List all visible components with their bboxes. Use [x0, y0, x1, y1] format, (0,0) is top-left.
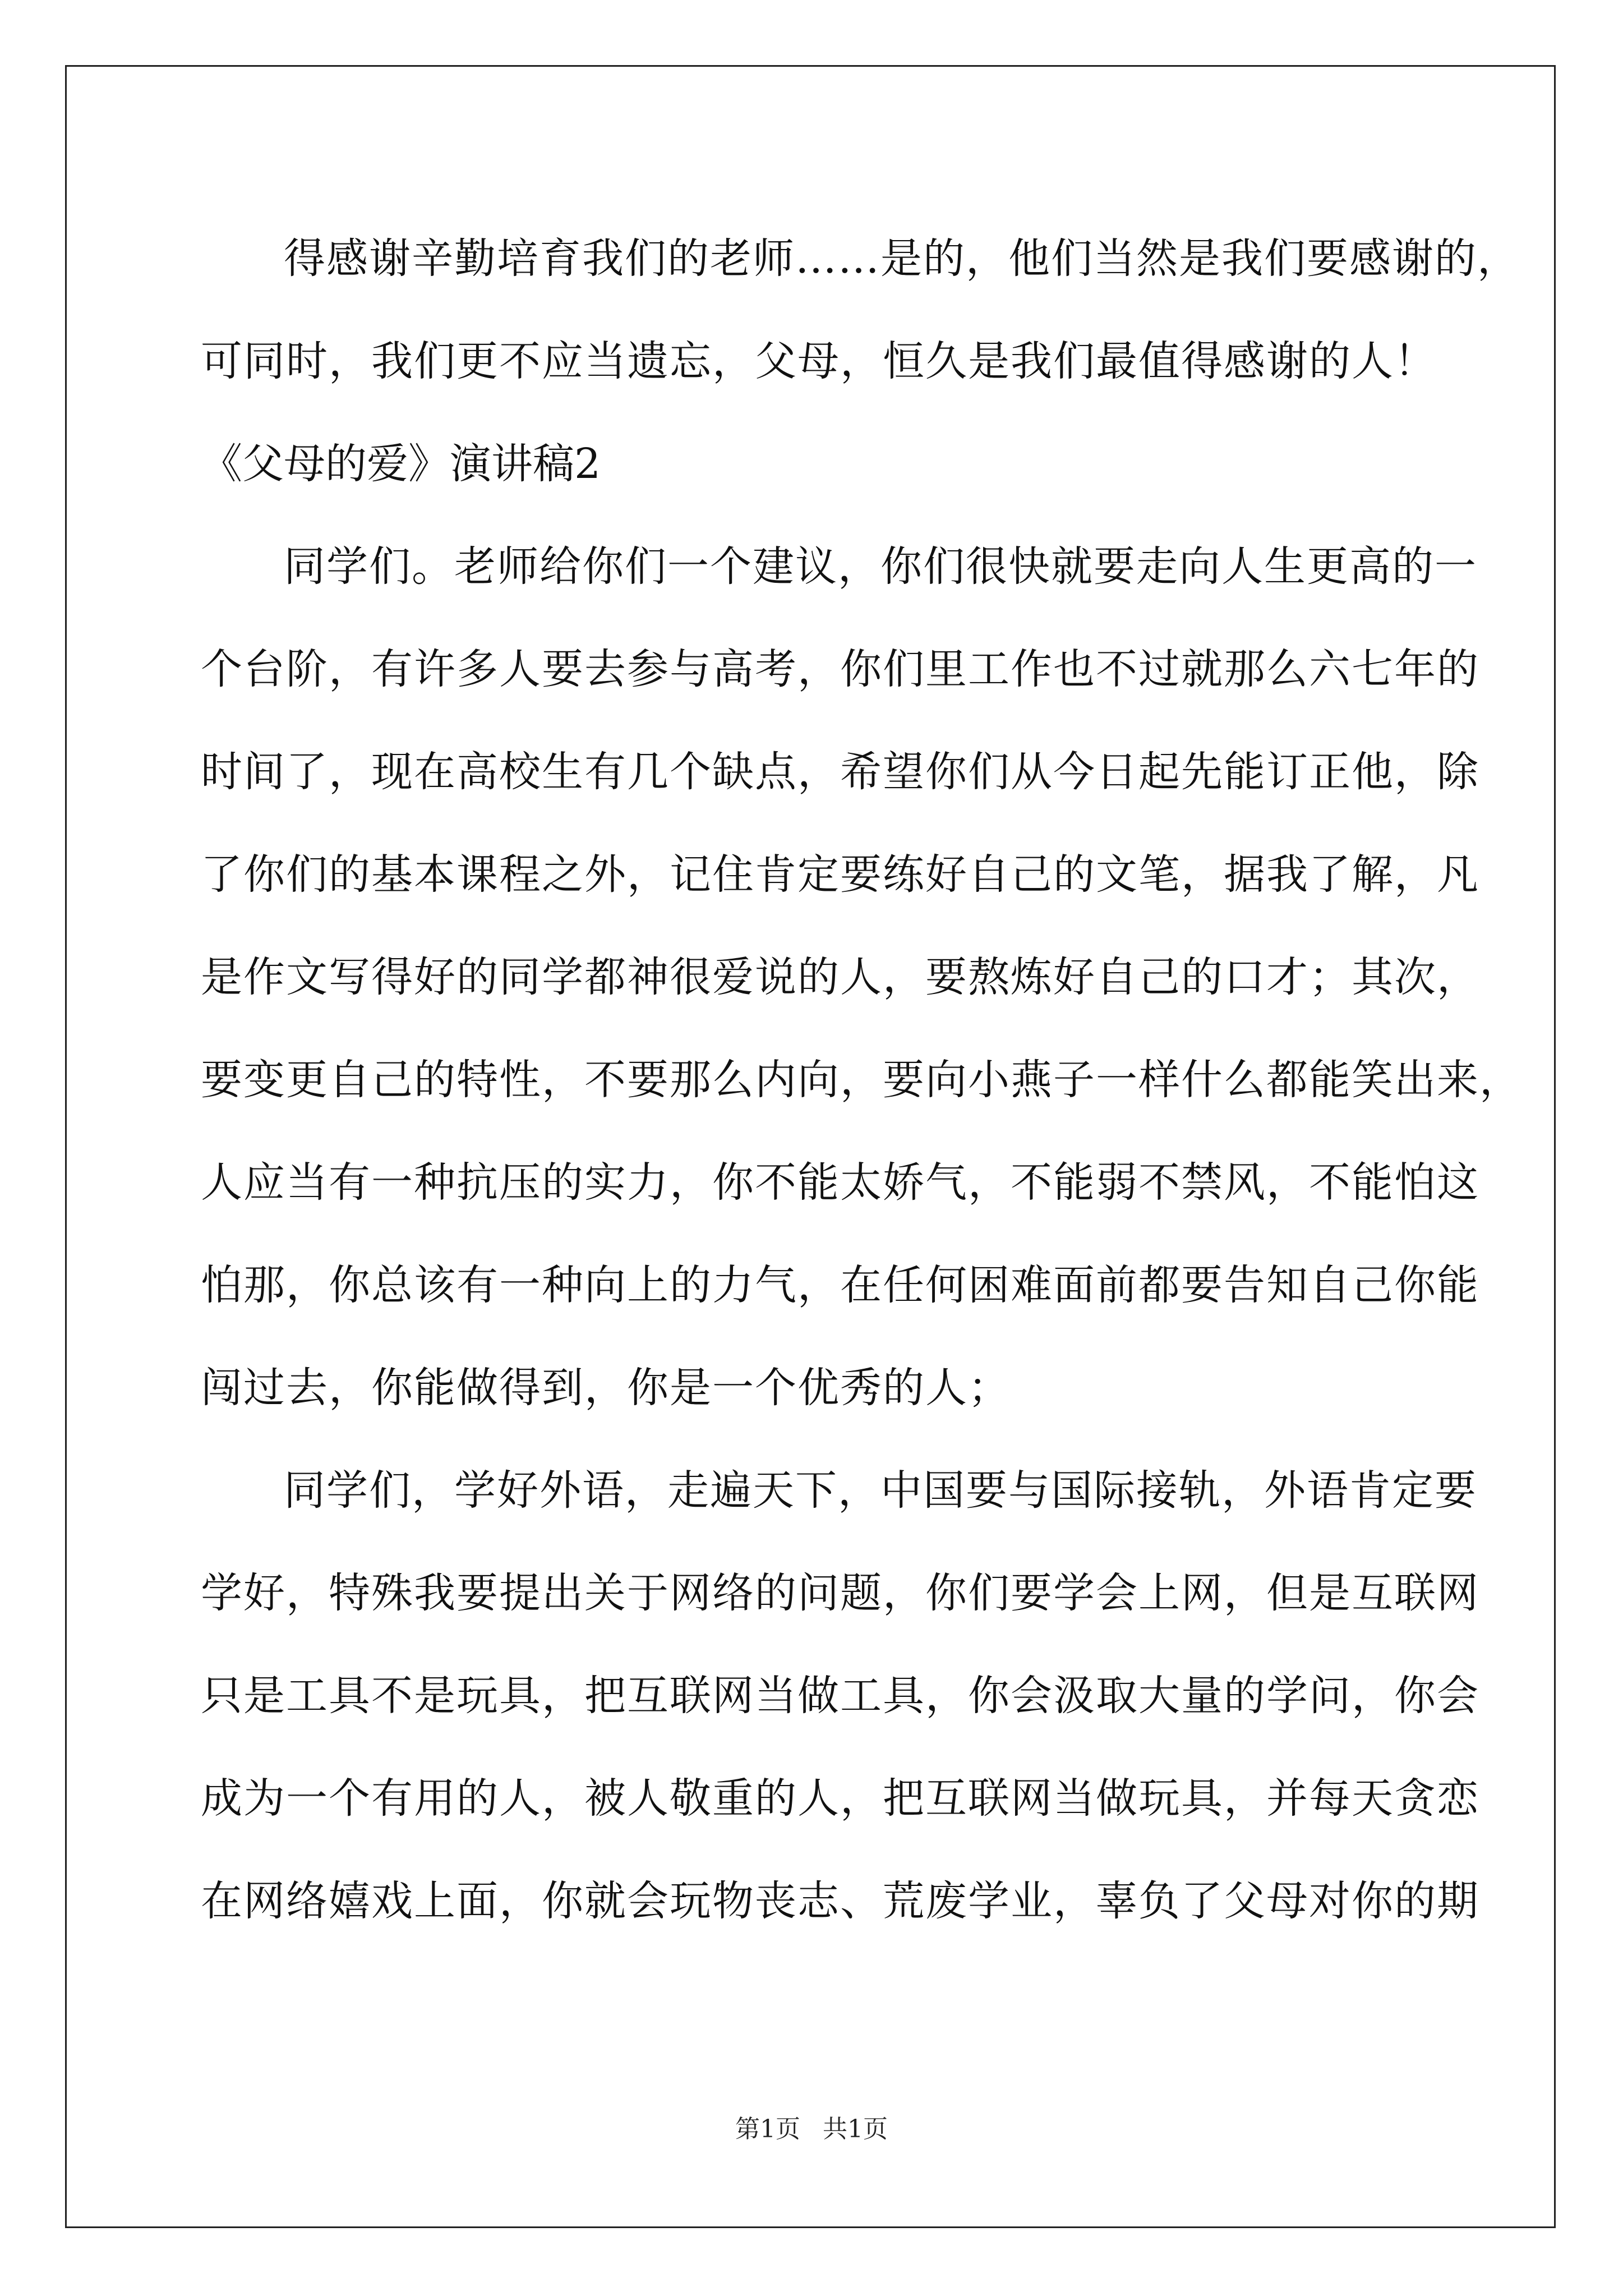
text-line: 人应当有一种抗压的实力，你不能太娇气，不能弱不禁风，不能怕这 — [201, 1158, 1479, 1207]
text-line: 成为一个有用的人，被人敬重的人，把互联网当做玩具，并每天贪恋 — [201, 1774, 1479, 1823]
text-line: 可同时，我们更不应当遗忘，父母，恒久是我们最值得感谢的人！ — [201, 337, 1437, 385]
text-line: 只是工具不是玩具，把互联网当做工具，你会汲取大量的学问，你会 — [201, 1672, 1479, 1720]
text-line: 要变更自己的特性，不要那么内向，要向小燕子一样什么都能笑出来， — [201, 1056, 1522, 1104]
text-line: 闯过去，你能做得到，你是一个优秀的人； — [201, 1364, 1011, 1412]
text-line: 时间了，现在高校生有几个缺点，希望你们从今日起先能订正他，除 — [201, 748, 1479, 796]
text-line: 同学们，学好外语，走遍天下，中国要与国际接轨，外语肯定要 — [284, 1466, 1477, 1515]
text-line: 怕那，你总该有一种向上的力气，在任何困难面前都要告知自己你能 — [201, 1261, 1479, 1309]
text-line: 学好，特殊我要提出关于网络的问题，你们要学会上网，但是互联网 — [201, 1569, 1479, 1617]
text-line: 是作文写得好的同学都神很爱说的人，要熬炼好自己的口才；其次， — [201, 953, 1479, 1001]
page-footer — [0, 2113, 1623, 2146]
text-line: 了你们的基本课程之外，记住肯定要练好自己的文笔，据我了解，凡 — [201, 850, 1479, 899]
text-line: 同学们。老师给你们一个建议，你们很快就要走向人生更高的一 — [284, 542, 1477, 591]
text-line: 在网络嬉戏上面，你就会玩物丧志、荒废学业，辜负了父母对你的期 — [201, 1877, 1479, 1925]
page-total: 共1页 — [823, 2115, 888, 2143]
section-heading: 《父母的爱》演讲稿2 — [201, 440, 601, 488]
text-line: 个台阶，有许多人要去参与高考，你们里工作也不过就那么六七年的 — [201, 645, 1479, 693]
document-body — [201, 208, 1522, 1953]
text-line: 得感谢辛勤培育我们的老师……是的，他们当然是我们要感谢的， — [284, 234, 1520, 283]
page-number: 第1页 — [735, 2115, 800, 2143]
